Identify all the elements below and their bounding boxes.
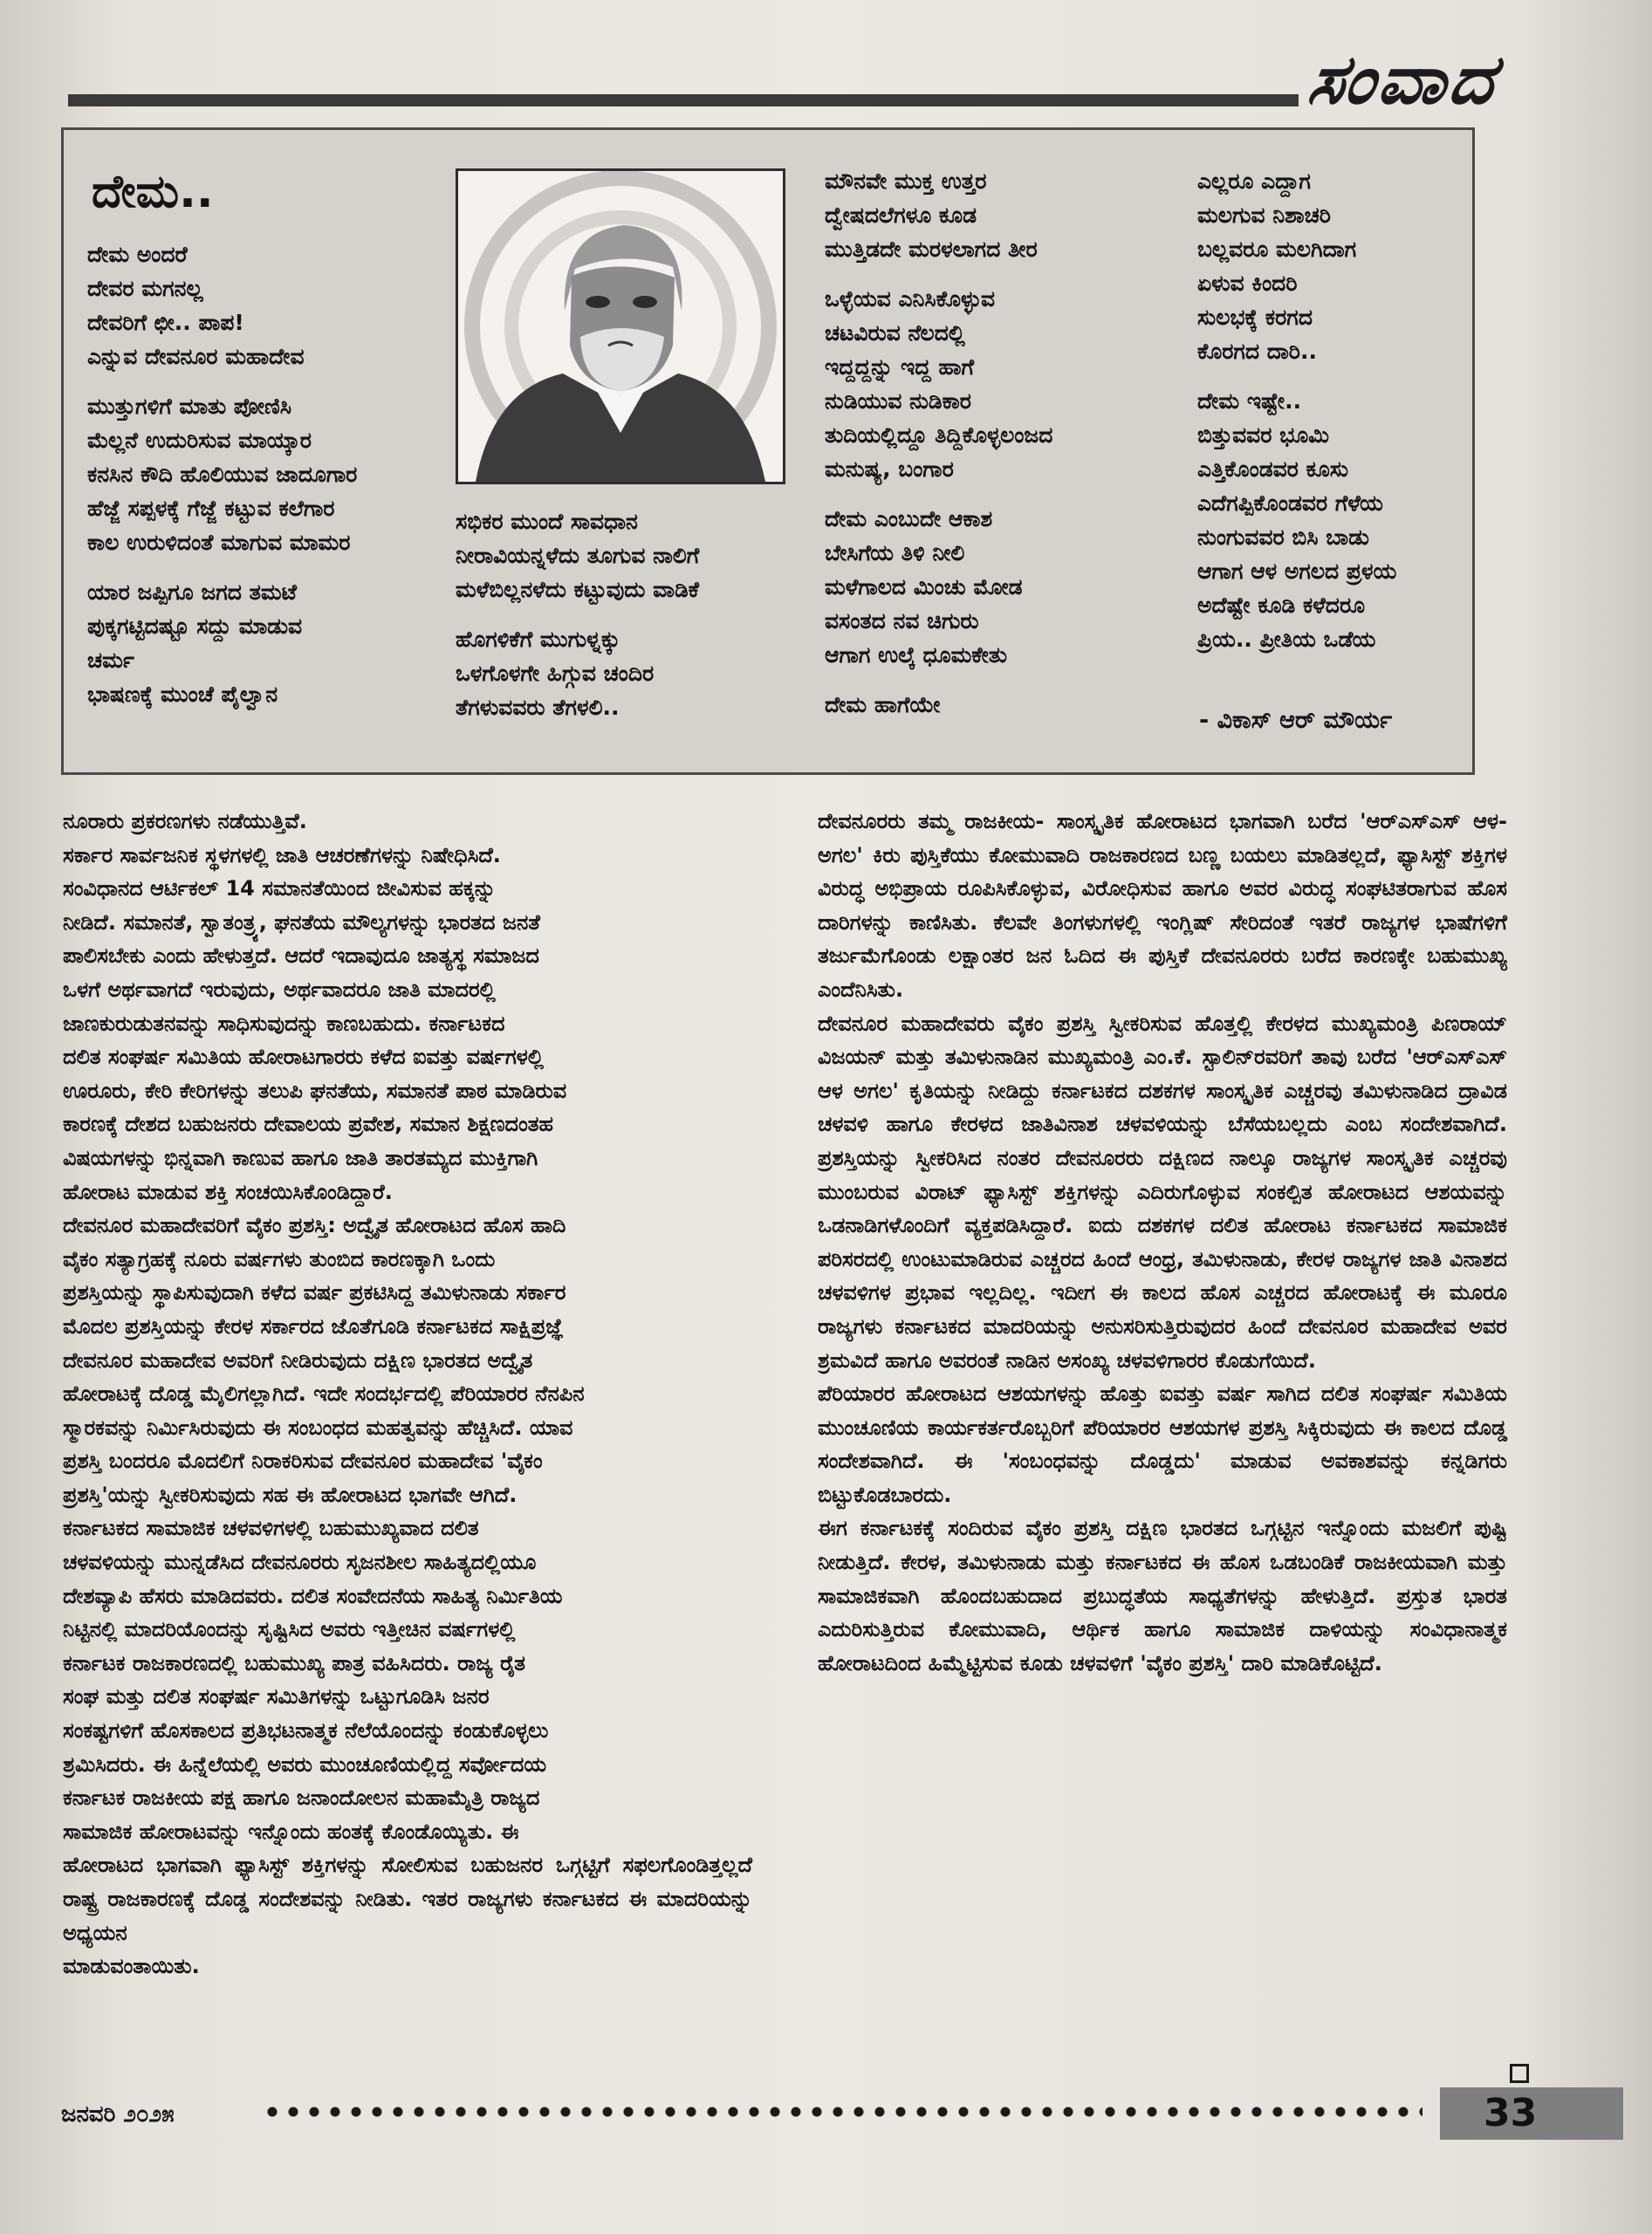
poem-line: ದ್ವೇಷದಲೆಗಳೂ ಕೂಡ	[825, 202, 977, 228]
paragraph: ಕರ್ನಾಟಕ ರಾಜಕಾರಣದಲ್ಲಿ ಬಹುಮುಖ್ಯ ಪಾತ್ರ ವಹಿಸಿದರು. ರಾಜ್ಯ ರೈತ	[63, 1650, 525, 1676]
paragraph: ದಲಿತ ಸಂಘರ್ಷ ಸಮಿತಿಯ ಹೋರಾಟಗಾರರು ಕಳೆದ ಐವತ್ತು ವರ್ಷಗಳಲ್ಲಿ	[63, 1045, 544, 1070]
poem-line: ಮೆಲ್ಲನೆ ಉದುರಿಸುವ ಮಾಯ್ಕಾರ	[87, 428, 312, 453]
poem-column-3	[825, 164, 1052, 722]
paragraph: ಕರ್ನಾಟಕದ ಸಾಮಾಜಿಕ ಚಳವಳಿಗಳಲ್ಲಿ ಬಹುಮುಖ್ಯವಾದ ದಲಿತ	[63, 1516, 479, 1541]
poem-line: ಏಳುವ ಕಿಂದರಿ	[1197, 271, 1298, 296]
poem-line: ದೇಮ ಎಂಬುದೇ ಆಕಾಶ	[825, 506, 993, 531]
paragraph: ಚಳವಳಿಯನ್ನು ಮುನ್ನಡೆಸಿದ ದೇವನೂರರು ಸೃಜನಶೀಲ ಸಾಹಿತ್ಯದಲ್ಲಿಯೂ	[63, 1550, 537, 1575]
paragraph: ದೇಶವ್ಯಾಪಿ ಹೆಸರು ಮಾಡಿದವರು. ದಲಿತ ಸಂವೇದನೆಯ ಸಾಹಿತ್ಯ ನಿರ್ಮಿತಿಯ	[63, 1583, 563, 1608]
poem-line: ಆಗಾಗ ಆಳ ಅಗಲದ ಪ್ರಳಯ	[1197, 558, 1397, 584]
poem-author: - ವಿಕಾಸ್ ಆರ್ ಮೌರ್ಯ	[1199, 707, 1393, 734]
paragraph: ಹೋರಾಟಕ್ಕೆ ದೊಡ್ಡ ಮೈಲಿಗಲ್ಲಾಗಿದೆ. ಇದೇ ಸಂದರ್ಭದಲ್ಲಿ ಪೆರಿಯಾರರ ನೆನಪಿನ	[63, 1381, 585, 1407]
poem-line: ಭಾಷಣಕ್ಕೆ ಮುಂಚೆ ಪೈಲ್ವಾನ	[87, 682, 278, 707]
paragraph: ವಿಷಯಗಳನ್ನು ಭಿನ್ನವಾಗಿ ಕಾಣುವ ಹಾಗೂ ಜಾತಿ ತಾರತಮ್ಯದ ಮುಕ್ತಿಗಾಗಿ	[63, 1145, 538, 1170]
poem-line: ಹೆಜ್ಜೆ ಸಪ್ಪಳಕ್ಕೆ ಗೆಜ್ಜೆ ಕಟ್ಟುವ ಕಲೆಗಾರ	[87, 496, 335, 521]
poem-line: ದೇಮ ಇಷ್ಟೇ..	[1197, 388, 1302, 414]
poem-line: ನುಡಿಯುವ ನುಡಿಕಾರ	[825, 388, 971, 414]
section-subheading: ದೇವನೂರ ಮಹಾದೇವರಿಗೆ ವೈಕಂ ಪ್ರಶಸ್ತಿ: ಅದ್ವೈತ ಹೋರಾಟದ ಹೊಸ ಹಾದಿ	[63, 1213, 566, 1238]
poem-line: ನುಂಗುವವರ ಬಿಸಿ ಬಾಡು	[1197, 524, 1369, 550]
paragraph: ಪ್ರಶಸ್ತಿ'ಯನ್ನು ಸ್ವೀಕರಿಸುವುದು ಸಹ ಈ ಹೋರಾಟದ ಭಾಗವೇ ಆಗಿದೆ.	[63, 1482, 518, 1507]
paragraph: ಸ್ಮಾರಕವನ್ನು ನಿರ್ಮಿಸಿರುವುದು ಈ ಸಂಬಂಧದ ಮಹತ್ವವನ್ನು ಹೆಚ್ಚಿಸಿದೆ. ಯಾವ	[63, 1415, 573, 1440]
paragraph: ಕರ್ನಾಟಕ ರಾಜಕೀಯ ಪಕ್ಷ ಹಾಗೂ ಜನಾಂದೋಲನ ಮಹಾಮೈತ್ರಿ ರಾಜ್ಯದ	[63, 1785, 540, 1811]
poem-line: ಕೊರಗದ ದಾರಿ..	[1197, 339, 1317, 364]
masthead-title: ಸಂವಾದ	[1303, 40, 1504, 120]
page-number: 33	[1484, 2091, 1538, 2135]
poem-line: ವಸಂತದ ನವ ಚಿಗುರು	[825, 608, 979, 634]
poem-line: ಬಿತ್ತುವವರ ಭೂಮಿ	[1197, 422, 1330, 448]
poem-line: ಬೇಸಿಗೆಯ ತಿಳಿ ನೀಲಿ	[825, 540, 965, 565]
poem-line: ಎಲ್ಲರೂ ಎದ್ದಾಗ	[1197, 168, 1311, 194]
poem-line: ಚಟವಿರುವ ನೆಲದಲ್ಲಿ	[825, 320, 965, 346]
paragraph: ದೇವನೂರರು ತಮ್ಮ ರಾಜಕೀಯ- ಸಾಂಸ್ಕೃತಿಕ ಹೋರಾಟದ ಭಾಗವಾಗಿ ಬರೆದ 'ಆರ್‌ಎಸ್‌ಎಸ್ ಆಳ- ಅಗಲ' ಕಿರು ಪುಸ್ತಿಕೆಯು ಕೋಮುವಾದಿ ರಾಜಕಾರಣದ ಬಣ್ಣ ಬಯಲು ಮಾಡಿತಲ್ಲದೆ, ಫ್ಯಾಸಿಸ್ಟ್ ಶಕ್ತಿಗಳ ವಿರುದ್ಧ ಅಭಿಪ್ರಾಯ ರೂಪಿಸಿಕೊಳ್ಳುವ, ವಿರೋಧಿಸುವ ಹಾಗೂ ಅವರ ವಿರುದ್ಧ ಸಂಘಟಿತರಾಗುವ ಹೊಸ ದಾರಿಗಳನ್ನು ಕಾಣಿಸಿತು. ಕೆಲವೇ ತಿಂಗಳುಗಳಲ್ಲಿ ಇಂಗ್ಲಿಷ್ ಸೇರಿದಂತೆ ಇತರೆ ರಾಜ್ಯಗಳ ಭಾಷೆಗಳಿಗೆ ತರ್ಜುಮೆಗೊಂಡು ಲಕ್ಷಾಂತರ ಜನ ಓದಿದ ಈ ಪುಸ್ತಿಕೆ ದೇವನೂರರು ಬರೆದ ಕಾರಣಕ್ಕೇ ಬಹುಮುಖ್ಯ ಎಂದೆನಿಸಿತು.	[818, 809, 1507, 1002]
poem-line: ಒಳ್ಳೆಯವ ಎನಿಸಿಕೊಳ್ಳುವ	[825, 286, 996, 312]
poem-line: ಮಳೆಗಾಲದ ಮಿಂಚು ಮೋಡ	[825, 574, 1023, 600]
poem-line: ದೇವರಿಗೆ ಛೀ.. ಪಾಪ!	[87, 310, 244, 335]
paragraph: ಕಾರಣಕ್ಕೆ ದೇಶದ ಬಹುಜನರು ದೇವಾಲಯ ಪ್ರವೇಶ, ಸಮಾನ ಶಿಕ್ಷಣದಂತಹ	[63, 1112, 554, 1137]
paragraph: ದೇವನೂರ ಮಹಾದೇವ ಅವರಿಗೆ ನೀಡಿರುವುದು ದಕ್ಷಿಣ ಭಾರತದ ಅದ್ವೈತ	[63, 1347, 533, 1373]
article-column-right	[818, 805, 1507, 1680]
poem-line: ಇದ್ದದ್ದನ್ನು ಇದ್ದ ಹಾಗೆ	[825, 354, 975, 380]
article-end-mark	[1510, 2064, 1529, 2083]
poem-line: ಕನಸಿನ ಕೌದಿ ಹೊಲಿಯುವ ಜಾದೂಗಾರ	[87, 462, 358, 487]
paragraph: ವೈಕಂ ಸತ್ಯಾಗ್ರಹಕ್ಕೆ ನೂರು ವರ್ಷಗಳು ತುಂಬಿದ ಕಾರಣಕ್ಕಾಗಿ ಒಂದು	[63, 1246, 496, 1271]
paragraph: ಈಗ ಕರ್ನಾಟಕಕ್ಕೆ ಸಂದಿರುವ ವೈಕಂ ಪ್ರಶಸ್ತಿ ದಕ್ಷಿಣ ಭಾರತದ ಒಗ್ಗಟ್ಟಿನ ಇನ್ನೊಂದು ಮಜಲಿಗೆ ಪುಷ್ಟಿ ನೀಡುತ್ತಿದೆ. ಕೇರಳ, ತಮಿಳುನಾಡು ಮತ್ತು ಕರ್ನಾಟಕದ ಈ ಹೊಸ ಒಡಬಂಡಿಕೆ ರಾಜಕೀಯವಾಗಿ ಮತ್ತು ಸಾಮಾಜಿಕವಾಗಿ ಹೊಂದಬಹುದಾದ ಪ್ರಬುದ್ಧತೆಯ ಸಾಧ್ಯತೆಗಳನ್ನು ಹೇಳುತ್ತಿದೆ. ಪ್ರಸ್ತುತ ಭಾರತ ಎದುರಿಸುತ್ತಿರುವ ಕೋಮುವಾದಿ, ಆರ್ಥಿಕ ಹಾಗೂ ಸಾಮಾಜಿಕ ದಾಳಿಯನ್ನು ಸಂವಿಧಾನಾತ್ಮಕ ಹೋರಾಟದಿಂದ ಹಿಮ್ಮೆಟ್ಟಿಸುವ ಕೂಡು ಚಳವಳಿಗೆ 'ವೈಕಂ ಪ್ರಶಸ್ತಿ' ದಾರಿ ಮಾಡಿಕೊಟ್ಟಿದೆ.	[818, 1516, 1507, 1676]
paragraph: ಶ್ರಮಿಸಿದರು. ಈ ಹಿನ್ನೆಲೆಯಲ್ಲಿ ಅವರು ಮುಂಚೂಣಿಯಲ್ಲಿದ್ದ ಸರ್ವೋದಯ	[63, 1751, 547, 1777]
poem-line: ತುದಿಯಲ್ಲಿದ್ದೂ ತಿದ್ದಿಕೊಳ್ಳಲಂಜದ	[825, 422, 1053, 448]
poem-line: ದೇಮ ಹಾಗೆಯೇ	[825, 692, 941, 717]
poem-line: ಮುತ್ತುಗಳಿಗೆ ಮಾತು ಪೋಣಿಸಿ	[87, 394, 292, 419]
poem-line: ತೆಗಳುವವರು ತೆಗಳಲಿ..	[456, 695, 620, 720]
author-portrait	[456, 168, 785, 484]
poem-line: ಅದೆಷ್ಟೇ ಕೂಡಿ ಕಳೆದರೂ	[1197, 593, 1366, 618]
poem-line: ಒಳಗೊಳಗೇ ಹಿಗ್ಗುವ ಚಂದಿರ	[456, 661, 655, 686]
paragraph: ಹೋರಾಟದ ಭಾಗವಾಗಿ ಫ್ಯಾಸಿಸ್ಟ್ ಶಕ್ತಿಗಳನ್ನು ಸೋಲಿಸುವ ಬಹುಜನರ ಒಗ್ಗಟ್ಟಿಗೆ ಸಫಲಗೊಂಡಿತ್ತಲ್ಲದೆ ರಾಷ್ಟ್ರ ರಾಜಕಾರಣಕ್ಕೆ ದೊಡ್ಡ ಸಂದೇಶವನ್ನು ನೀಡಿತು. ಇತರ ರಾಜ್ಯಗಳು ಕರ್ನಾಟಕದ ಈ ಮಾದರಿಯನ್ನು ಅಧ್ಯಯನ	[63, 1853, 752, 1945]
poem-column-1	[87, 237, 357, 711]
poem-line: ದೇಮ ಅಂದರೆ	[87, 242, 188, 267]
poem-line: ಪುಕ್ಕಗಟ್ಟಿದಷ್ಟೂ ಸದ್ದು ಮಾಡುವ	[87, 613, 303, 639]
article-column-left	[63, 805, 752, 1984]
poem-line: ಎತ್ತಿಕೊಂಡವರ ಕೂಸು	[1197, 456, 1349, 482]
poem-line: ಎದೆಗಪ್ಪಿಕೊಂಡವರ ಗೆಳೆಯ	[1197, 490, 1383, 516]
poem-line: ನೀರಾವಿಯನ್ನಳೆದು ತೂಗುವ ನಾಲಿಗೆ	[456, 543, 700, 568]
poem-line: ಆಗಾಗ ಉಲ್ಕೆ ಧೂಮಕೇತು	[825, 642, 1008, 668]
poem-column-4	[1197, 164, 1396, 656]
paragraph: ನೂರಾರು ಪ್ರಕರಣಗಳು ನಡೆಯುತ್ತಿವೆ.	[63, 809, 307, 833]
poem-line: ಮನುಷ್ಯ, ಬಂಗಾರ	[825, 456, 954, 482]
portrait-illustration	[458, 171, 783, 482]
paragraph: ಪ್ರಶಸ್ತಿಯನ್ನು ಸ್ಥಾಪಿಸುವುದಾಗಿ ಕಳೆದ ವರ್ಷ ಪ್ರಕಟಿಸಿದ್ದ ತಮಿಳುನಾಡು ಸರ್ಕಾರ	[63, 1280, 566, 1305]
poem-line: ಹೊಗಳಿಕೆಗೆ ಮುಗುಳ್ನಕ್ಕು	[456, 627, 620, 652]
paragraph: ಪಾಲಿಸಬೇಕು ಎಂದು ಹೇಳುತ್ತದೆ. ಆದರೆ ಇದಾವುದೂ ಜಾತ್ಯಸ್ಥ ಸಮಾಜದ	[63, 943, 539, 969]
paragraph: ಮಾಡುವಂತಾಯಿತು.	[63, 1954, 200, 1979]
poem-line: ಯಾರ ಜಪ್ಪಿಗೂ ಜಗದ ತಮಟೆ	[87, 579, 298, 605]
poem-line: ಮಳೆಬಿಲ್ಲನಳೆದು ಕಟ್ಟುವುದು ವಾಡಿಕೆ	[456, 577, 699, 602]
poem-line: ದೇವರ ಮಗನಲ್ಲ	[87, 276, 203, 301]
paragraph: ಪ್ರಶಸ್ತಿ ಬಂದರೂ ಮೊದಲಿಗೆ ನಿರಾಕರಿಸುವ ದೇವನೂರ ಮಹಾದೇವ 'ವೈಕಂ	[63, 1449, 543, 1474]
paragraph: ಒಳಗೆ ಅರ್ಥವಾಗದೆ ಇರುವುದು, ಅರ್ಥವಾದರೂ ಜಾತಿ ಮಾದರಲ್ಲಿ	[63, 977, 496, 1002]
paragraph: ನೀಡಿದೆ. ಸಮಾನತೆ, ಸ್ವಾತಂತ್ರ್ಯ, ಘನತೆಯ ಮೌಲ್ಯಗಳನ್ನು ಭಾರತದ ಜನತೆ	[63, 909, 540, 935]
paragraph: ಜಾಣಕುರುಡುತನವನ್ನು ಸಾಧಿಸುವುದನ್ನು ಕಾಣಬಹುದು. ಕರ್ನಾಟಕದ	[63, 1011, 505, 1036]
poem-line: ಸಭಿಕರ ಮುಂದೆ ಸಾವಧಾನ	[456, 509, 638, 534]
paragraph: ಸಂವಿಧಾನದ ಆರ್ಟಿಕಲ್ 14 ಸಮಾನತೆಯಿಂದ ಜೀವಿಸುವ ಹಕ್ಕನ್ನು	[63, 876, 497, 901]
paragraph: ಹೋರಾಟ ಮಾಡುವ ಶಕ್ತಿ ಸಂಚಯಿಸಿಕೊಂಡಿದ್ದಾರೆ.	[63, 1179, 393, 1204]
paragraph: ದೇವನೂರ ಮಹಾದೇವರು ವೈಕಂ ಪ್ರಶಸ್ತಿ ಸ್ವೀಕರಿಸುವ ಹೊತ್ತಲ್ಲಿ ಕೇರಳದ ಮುಖ್ಯಮಂತ್ರಿ ಪಿಣರಾಯ್ ವಿಜಯನ್ ಮತ್ತು ತಮಿಳುನಾಡಿನ ಮುಖ್ಯಮಂತ್ರಿ ಎಂ.ಕೆ. ಸ್ಟಾಲಿನ್‌ರವರಿಗೆ ತಾವು ಬರೆದ 'ಆರ್‌ಎಸ್‌ಎಸ್ ಆಳ ಅಗಲ' ಕೃತಿಯನ್ನು ನೀಡಿದ್ದು ಕರ್ನಾಟಕದ ದಶಕಗಳ ಸಾಂಸ್ಕೃತಿಕ ಎಚ್ಚರವು ತಮಿಳುನಾಡಿದ ದ್ರಾವಿಡ ಚಳವಳಿ ಹಾಗೂ ಕೇರಳದ ಜಾತಿವಿನಾಶ ಚಳವಳಿಯನ್ನು ಬೆಸೆಯಬಲ್ಲದು ಎಂಬ ಸಂದೇಶವಾಗಿದೆ. ಪ್ರಶಸ್ತಿಯನ್ನು ಸ್ವೀಕರಿಸಿದ ನಂತರ ದೇವನೂರರು ದಕ್ಷಿಣದ ನಾಲ್ಕೂ ರಾಜ್ಯಗಳ ಸಾಂಸ್ಕೃತಿಕ ಎಚ್ಚರವು ಮುಂಬರುವ ವಿರಾಟ್ ಫ್ಯಾಸಿಸ್ಟ್ ಶಕ್ತಿಗಳನ್ನು ಎದಿರುಗೊಳ್ಳುವ ಸಂಕಲ್ಪಿತ ಹೋರಾಟದ ಆಶಯವನ್ನು ಒಡನಾಡಿಗಳೊಂದಿಗೆ ವ್ಯಕ್ತಪಡಿಸಿದ್ದಾರೆ. ಐದು ದಶಕಗಳ ದಲಿತ ಹೋರಾಟ ಕರ್ನಾಟಕದ ಸಾಮಾಜಿಕ ಪರಿಸರದಲ್ಲಿ ಉಂಟುಮಾಡಿರುವ ಎಚ್ಚರದ ಹಿಂದೆ ಆಂಧ್ರ, ತಮಿಳುನಾಡು, ಕೇರಳ ರಾಜ್ಯಗಳ ಜಾತಿ ವಿನಾಶದ ಚಳವಳಿಗಳ ಪ್ರಭಾವ ಇಲ್ಲದಿಲ್ಲ. ಇದೀಗ ಈ ಕಾಲದ ಹೊಸ ಎಚ್ಚರದ ಹೋರಾಟಕ್ಕೆ ಈ ಮೂರೂ ರಾಜ್ಯಗಳು ಕರ್ನಾಟಕದ ಮಾದರಿಯನ್ನು ಅನುಸರಿಸುತ್ತಿರುವುದರ ಹಿಂದೆ ದೇವನೂರ ಮಹಾದೇವ ಅವರ ಶ್ರಮವಿದೆ ಹಾಗೂ ಅವರಂತೆ ನಾಡಿನ ಅಸಂಖ್ಯ ಚಳವಳಿಗಾರರ ಕೊಡುಗೆಯಿದೆ.	[818, 1011, 1507, 1373]
poem-line: ಬಲ್ಲವರೂ ಮಲಗಿದಾಗ	[1197, 236, 1357, 262]
paragraph: ಮೊದಲ ಪ್ರಶಸ್ತಿಯನ್ನು ಕೇರಳ ಸರ್ಕಾರದ ಜೊತೆಗೂಡಿ ಕರ್ನಾಟಕದ ಸಾಕ್ಷಿಪ್ರಜ್ಞೆ	[63, 1313, 564, 1339]
poem-line: ಕಾಲ ಉರುಳಿದಂತೆ ಮಾಗುವ ಮಾಮರ	[87, 530, 351, 555]
paragraph: ಸಂಕಷ್ಟಗಳಿಗೆ ಹೊಸಕಾಲದ ಪ್ರತಿಭಟನಾತ್ಮಕ ನೆಲೆಯೊಂದನ್ನು ಕಂಡುಕೊಳ್ಳಲು	[63, 1718, 549, 1744]
poem-line: ಚರ್ಮ	[87, 648, 134, 673]
poem-line: ಮೌನವೇ ಮುಕ್ತ ಉತ್ತರ	[825, 168, 987, 194]
poem-line: ಸುಲಭಕ್ಕೆ ಕರಗದ	[1197, 305, 1313, 330]
paragraph: ಸರ್ಕಾರ ಸಾರ್ವಜನಿಕ ಸ್ಥಳಗಳಲ್ಲಿ ಜಾತಿ ಆಚರಣೆಗಳನ್ನು ನಿಷೇಧಿಸಿದೆ.	[63, 842, 501, 867]
footer-issue-date: ಜನವರಿ ೨೦೨೫	[61, 2101, 175, 2128]
paragraph: ಸಾಮಾಜಿಕ ಹೋರಾಟವನ್ನು ಇನ್ನೊಂದು ಹಂತಕ್ಕೆ ಕೊಂಡೊಯ್ಯಿತು. ಈ	[63, 1819, 519, 1844]
poem-column-2	[456, 504, 699, 724]
poem-line: ಎನ್ನುವ ದೇವನೂರ ಮಹಾದೇವ	[87, 344, 305, 369]
poem-line: ಮಲಗುವ ನಿಶಾಚರಿ	[1197, 202, 1331, 228]
poem-title: ದೇಮ..	[92, 166, 214, 218]
paragraph: ಪೆರಿಯಾರರ ಹೋರಾಟದ ಆಶಯಗಳನ್ನು ಹೊತ್ತು ಐವತ್ತು ವರ್ಷ ಸಾಗಿದ ದಲಿತ ಸಂಘರ್ಷ ಸಮಿತಿಯ ಮುಂಚೂಣಿಯ ಕಾರ್ಯಕರ್ತರೊಬ್ಬರಿಗೆ ಪೆರಿಯಾರರ ಆಶಯಗಳ ಪ್ರಶಸ್ತಿ ಸಿಕ್ಕಿರುವುದು ಈ ಕಾಲದ ದೊಡ್ಡ ಸಂದೇಶವಾಗಿದೆ. ಈ 'ಸಂಬಂಧವನ್ನು ದೊಡ್ಡದು' ಮಾಡುವ ಅವಕಾಶವನ್ನು ಕನ್ನಡಿಗರು ಬಿಟ್ಟುಕೊಡಬಾರದು.	[818, 1381, 1507, 1507]
paragraph: ನಿಟ್ಟಿನಲ್ಲಿ ಮಾದರಿಯೊಂದನ್ನು ಸೃಷ್ಟಿಸಿದ ಅವರು ಇತ್ತೀಚಿನ ವರ್ಷಗಳಲ್ಲಿ	[63, 1617, 516, 1642]
poem-line: ಪ್ರಿಯ.. ಪ್ರೀತಿಯ ಒಡೆಯ	[1197, 627, 1376, 652]
footer-dotted-rule	[262, 2105, 1422, 2119]
poem-line: ಮುತ್ತಿಡದೇ ಮರಳಲಾಗದ ತೀರ	[825, 236, 1038, 262]
paragraph: ಸಂಘ ಮತ್ತು ದಲಿತ ಸಂಘರ್ಷ ಸಮಿತಿಗಳನ್ನು ಒಟ್ಟುಗೂಡಿಸಿ ಜನರ	[63, 1684, 490, 1710]
paragraph: ಊರೂರು, ಕೇರಿ ಕೇರಿಗಳನ್ನು ತಲುಪಿ ಘನತೆಯ, ಸಮಾನತೆ ಪಾಠ ಮಾಡಿರುವ	[63, 1078, 567, 1103]
header-rule	[68, 94, 1299, 106]
